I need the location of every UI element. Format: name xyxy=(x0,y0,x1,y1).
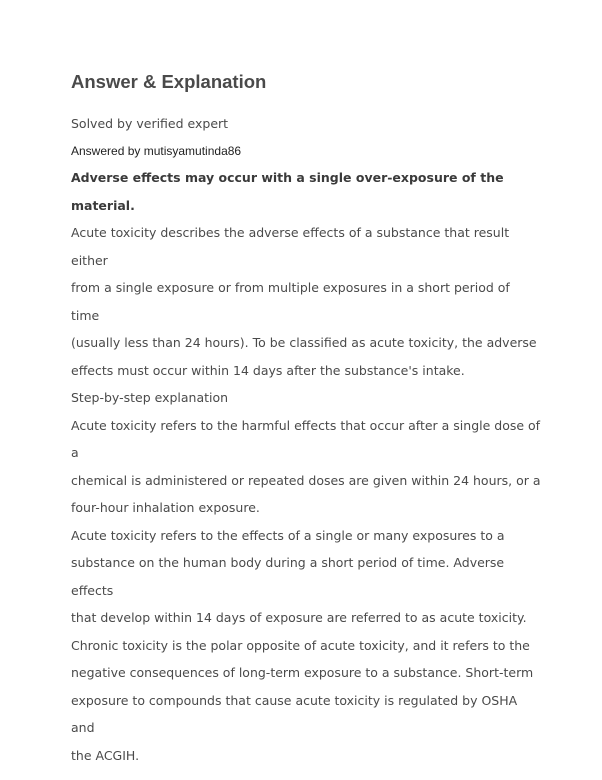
text-line: that develop within 14 days of exposure are referred to as acute toxicity. xyxy=(71,610,527,625)
answered-by-label: Answered by mutisyamutinda86 xyxy=(71,144,242,158)
text-line: (usually less than 24 hours). To be classified as acute toxicity, the adverse xyxy=(71,335,537,350)
text-line: substance on the human body during a short period of time. Adverse effects xyxy=(71,555,505,598)
text-line: four-hour inhalation exposure. xyxy=(71,500,260,515)
text-line: effects must occur within 14 days after the substance's intake. xyxy=(71,362,465,378)
answer-lead xyxy=(71,164,541,219)
text-line: chemical is administered or repeated doses are given within 24 hours, or a xyxy=(71,472,541,488)
page-title: Answer & Explanation xyxy=(71,71,267,92)
explanation-paragraph xyxy=(71,522,541,770)
text-line: from a single exposure or from multiple exposures in a short period of time xyxy=(71,280,510,323)
explanation-heading: Step-by-step explanation xyxy=(71,390,229,405)
answer-lead-line: material. xyxy=(71,197,135,213)
text-line: Acute toxicity describes the adverse effects of a substance that result either xyxy=(71,225,510,268)
text-line: negative consequences of long-term exposure to a substance. Short-term xyxy=(71,665,534,680)
text-line: exposure to compounds that cause acute toxicity is regulated by OSHA and xyxy=(71,692,518,735)
explanation-paragraph xyxy=(71,412,541,522)
answer-paragraph xyxy=(71,219,541,384)
answer-lead-line: Adverse effects may occur with a single over-exposure of the xyxy=(71,170,504,185)
text-line: Acute toxicity refers to the harmful effects that occur after a single dose of a xyxy=(71,417,541,460)
text-line: Chronic toxicity is the polar opposite of acute toxicity, and it refers to the xyxy=(71,637,530,653)
answer-section xyxy=(71,69,541,769)
solved-by-label: Solved by verified expert xyxy=(71,116,229,131)
text-line: the ACGIH. xyxy=(71,747,140,763)
text-line: Acute toxicity refers to the effects of a single or many exposures to a xyxy=(71,527,505,543)
